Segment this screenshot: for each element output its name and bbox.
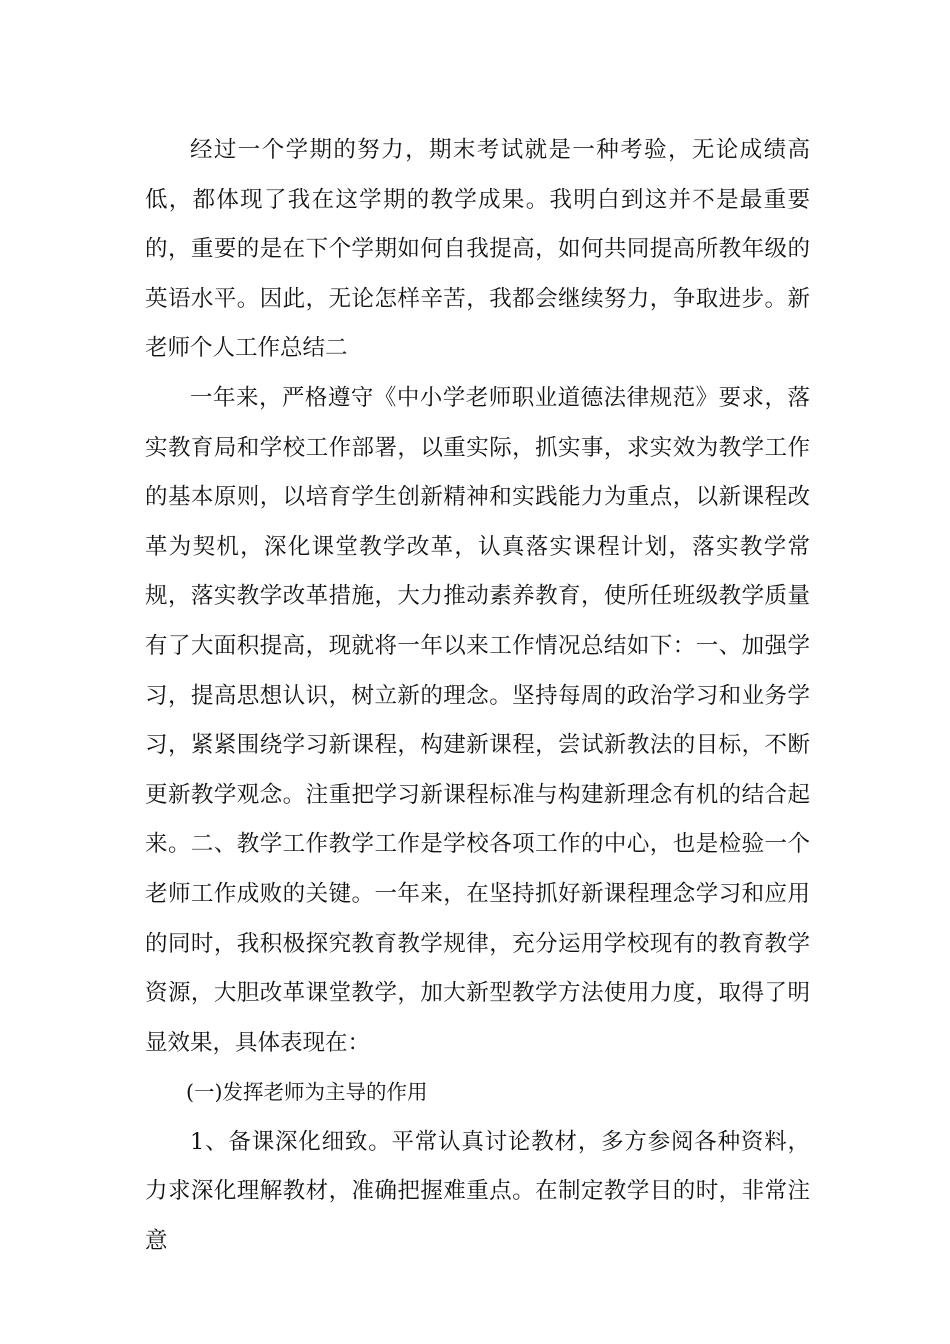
paragraph-3: 1、备课深化细致。平常认真讨论教材，多方参阅各种资料，力求深化理解教材，准确把握难重点。在制定教学目的时，非常注意 <box>145 1128 810 1255</box>
paragraph-1: 经过一个学期的努力，期末考试就是一种考验，无论成绩高低，都体现了我在这学期的教学成果。我明白到这并不是最重要的，重要的是在下个学期如何自我提高，如何共同提高所教年级的英语水平。因此，无论怎样辛苦，我都会继续努力，争取进步。新老师个人工作总结二 <box>145 137 810 362</box>
subheading: (一)发挥老师为主导的作用 <box>186 1080 428 1105</box>
paragraph-2: 一年来，严格遵守《中小学老师职业道德法律规范》要求，落实教育局和学校工作部署，以重实际，抓实事，求实效为教学工作的基本原则，以培育学生创新精神和实践能力为重点，以新课程改革为契机，深化课堂教学改革，认真落实课程计划，落实教学常规，落实教学改革措施，大力推动素养教育，使所任班级教学质量有了大面积提高，现就将一年以来工作情况总结如下：一、加强学习，提高思想认识，树立新的理念。坚持每周的政治学习和业务学习，紧紧围绕学习新课程，构建新课程，尝试新教法的目标，不断更新教学观念。注重把学习新课程标准与构建新理念有机的结合起来。二、教学工作教学工作是学校各项工作的中心，也是检验一个老师工作成败的关键。一年来，在坚持抓好新课程理念学习和应用的同时，我积极探究教育教学规律，充分运用学校现有的教育教学资源，大胆改革课堂教学，加大新型教学方法使用力度，取得了明显效果，具体表现在： <box>145 384 810 1056</box>
document-body <box>145 126 810 1267</box>
